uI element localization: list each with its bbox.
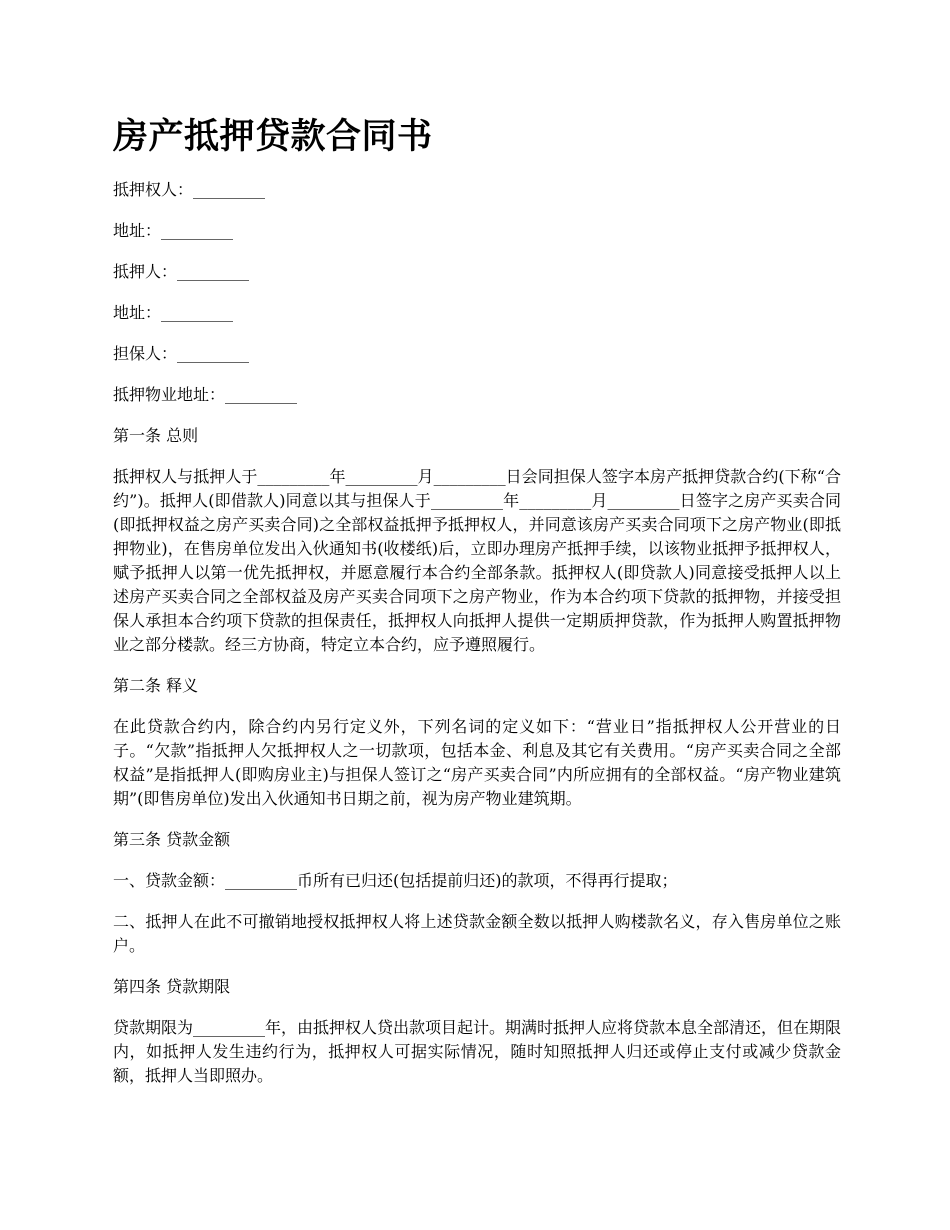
- field-blank: _________: [225, 385, 298, 404]
- field-label: 担保人：: [113, 344, 178, 363]
- document-title: 房产抵押贷款合同书: [113, 116, 433, 157]
- field-mortgagee: [113, 178, 841, 202]
- field-label: 抵押物业地址：: [113, 385, 226, 404]
- field-label: 地址：: [113, 303, 162, 322]
- field-mortgagor-address: [113, 301, 841, 325]
- field-property-address: [113, 383, 841, 407]
- field-guarantor: [113, 342, 841, 366]
- field-label: 抵押权人：: [113, 180, 194, 199]
- field-mortgagee-address: [113, 219, 841, 243]
- field-blank: _________: [161, 221, 234, 240]
- section-paragraph: 贷款期限为_________年，由抵押权人贷出款项目起计。期满时抵押人应将贷款本息全部清还，但在期限内，如抵押人发生违约行为，抵押权人可据实际情况，随时知照抵押人归还或停止支付或减少贷款金额，抵押人当即照办。: [113, 1018, 842, 1085]
- section-paragraph: 二、抵押人在此不可撤销地授权抵押权人将上述贷款金额全数以抵押人购楼款名义，存入售房单位之账户。: [113, 912, 841, 955]
- section-paragraph: 抵押权人与抵押人于_________年_________月_________日会同担保人签字本房产抵押贷款合约(下称“合约”)。抵押人(即借款人)同意以其与担保人于_________年_________月_________日签字之房产买卖合同(即抵押权益之房产买卖合同)之全部权益抵押予抵押权人，并同意该房产买卖合同项下之房产物业(即抵押物业)，在售房单位发出入伙通知书(收楼纸)后，立即办理房产抵押手续，以该物业抵押予抵押权人，赋予抵押人以第一优先抵押权，并愿意履行本合约全部条款。抵押权人(即贷款人)同意接受抵押人以上述房产买卖合同之全部权益及房产买卖合同项下之房产物业，作为本合约项下贷款的抵押物，并接受担保人承担本合约项下贷款的担保责任，抵押权人向抵押人提供一定期质押贷款，作为抵押人购置抵押物业之部分楼款。经三方协商，特定立本合约，应予遵照履行。: [113, 467, 841, 654]
- field-blank: _________: [193, 180, 266, 199]
- field-label: 抵押人：: [113, 262, 178, 281]
- section-heading-definitions: 第二条 释义: [113, 676, 199, 695]
- section-heading-loan-amount: 第三条 贷款金额: [113, 830, 231, 849]
- section-heading-loan-term: 第四条 贷款期限: [113, 977, 231, 996]
- section-paragraph: 一、贷款金额：_________币所有已归还(包括提前归还)的款项，不得再行提取；: [113, 871, 678, 890]
- field-blank: _________: [177, 344, 250, 363]
- section-paragraph: 在此贷款合约内，除合约内另行定义外，下列名词的定义如下：“营业日”指抵押权人公开营业的日子。“欠款”指抵押人欠抵押权人之一切款项，包括本金、利息及其它有关费用。“房产买卖合同之全部权益”是指抵押人(即购房业主)与担保人签订之“房产买卖合同”内所应拥有的全部权益。“房产物业建筑期”(即售房单位)发出入伙通知书日期之前，视为房产物业建筑期。: [113, 717, 841, 808]
- document-page: [113, 112, 841, 1105]
- field-mortgagor: [113, 260, 841, 284]
- section-heading-general: 第一条 总则: [113, 426, 199, 445]
- field-blank: _________: [161, 303, 234, 322]
- field-blank: _________: [177, 262, 250, 281]
- field-label: 地址：: [113, 221, 162, 240]
